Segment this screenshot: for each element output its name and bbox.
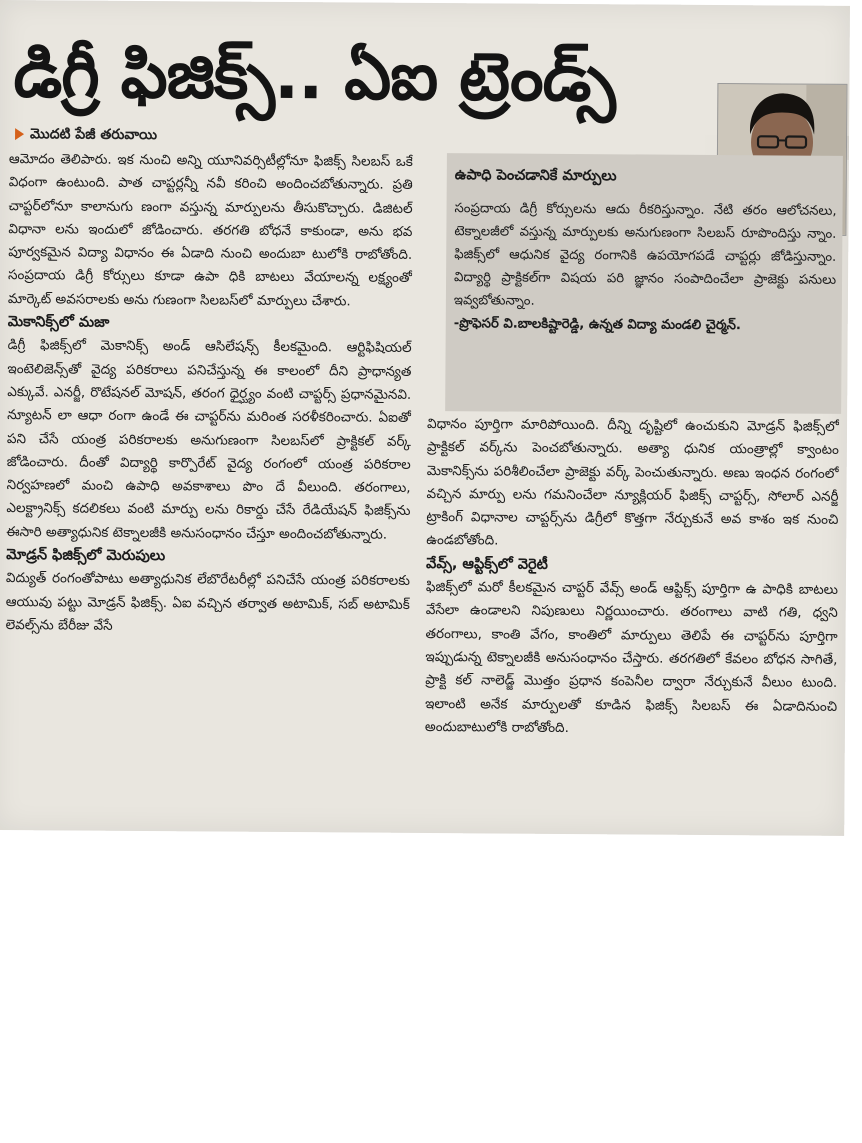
headline: డిగ్రీ ఫిజిక్స్.. ఏఐ ట్రెండ్స్ — [13, 35, 616, 117]
paragraph: డిగ్రీ ఫిజిక్స్‌లో మెకానిక్స్ అండ్ ఆసిలేషన్స్ కీలకమైంది. ఆర్టిఫిషియల్ ఇంటెలిజెన్స్‌తో వైద్య పరికరాలు పనిచేస్తున్న ఈ కాలంలో దీని ప్రాధాన్యత ఎక్కువే. ఎనర్జీ, రొటేషనల్ మోషన్, తరంగ ధైర్ఘ్యం వంటి చాప్టర్స్ ప్రధానమైనవి. న్యూటన్ లా ఆధా రంగా ఉండే ఈ చాప్టర్‌ను మరింత సరళీకరించారు. ఏఐతో పని చేసే యంత్ర పరికరాలకు అనుగుణంగా సిలబస్‌లో ప్రాక్టికల్ వర్క్ జోడించారు. దీంతో విద్యార్థి కార్పొరేట్ వైద్య రంగంలో యంత్ర పరికరాల నిర్వహణలో మంచి ఉపాధి అవకాశాలు పొం దే వీలుంది. తరంగాలు, ఎలక్ట్రానిక్స్ కదలికలు వంటి మార్పు లను రికార్డు చేసే రేడియేషన్ ఫిజిక్స్‌ను ఈసారి అత్యాధునిక టెక్నాలజీకి అనుసంధానం చేస్తూ అందించబోతున్నారు. — [6, 337, 412, 543]
paragraph: ఆమోదం తెలిపారు. ఇక నుంచి అన్ని యూనివర్సిటీల్లోనూ ఫిజిక్స్ సిలబస్ ఒకే విధంగా ఉంటుంది. పాత చాప్టర్లన్నీ నవీ కరించి అందించబోతున్నారు. ప్రతి చాప్టర్‌లోనూ కాలానుగు ణంగా వస్తున్న మార్పులను తీసుకొచ్చారు. డిజిటల్ విధానా లను ఇందులో జోడించారు. తరగతి బోధనే కాకుండా, అను భవ పూర్వకమైన విద్యా విధానం ఈ ఏడాది నుంచి అందుబా టులోకి రాబోతోంది. సంప్రదాయ డిగ్రీ కోర్సులు కూడా ఉపా ధికి బాటలు వేయాలన్న లక్ష్యంతో మార్కెట్ అవసరాలకు అను గుణంగా సిలబస్‌లో మార్పులు చేశారు. — [7, 151, 413, 310]
subheading: మెకానిక్స్‌లో మజా — [7, 314, 110, 331]
quote-box-body — [453, 197, 836, 406]
continuation-kicker — [15, 126, 435, 151]
quote-attribution: -ప్రొఫెసర్ వి.బాలకిష్టారెడ్డి, ఉన్నత విద్యా మండలి చైర్మన్. — [453, 316, 741, 334]
paragraph: ఫిజిక్స్‌లో మరో కీలకమైన చాప్టర్ వేవ్స్ అండ్ ఆప్టిక్స్ పూర్తిగా ఉ పాధికి బాటలు వేసేలా ఉండాలని నిపుణులు నిర్ణయించారు. తరంగాలు వాటి గతి, ధ్వని తరంగాలు, కాంతి వేగం, కాంతిలో మార్పులు తెలిపే ఈ చాప్టర్‌ను పూర్తిగా ఇప్పుడున్న టెక్నాలజీకి అనుసంధానం చేస్తారు. తరగతిలో కేవలం బోధన సాగితే, ప్రాక్టి కల్ నాలెడ్జ్ మొత్తం ప్రధాన కంపెనీల ద్వారా నేర్చుకునే వీలుం టుంది. ఇలాంటి అనేక మార్పులతో కూడిన ఫిజిక్స్ సిలబస్ ఈ ఏడాదినుంచి అందుబాటులోకి రాబోతోంది. — [424, 579, 838, 736]
play-arrow-icon — [15, 128, 24, 140]
subheading: వేవ్స్, ఆప్టిక్స్‌లో వెరైటీ — [426, 555, 548, 573]
quote-box-title: ఉపాధి పెంచడానికే మార్పులు — [454, 167, 617, 185]
article-column-right — [424, 413, 839, 826]
quote-text: సంప్రదాయ డిగ్రీ కోర్సులను ఆదు రీకరిస్తున్నాం. నేటి తరం ఆలోచనలు, టెక్నాలజీలో వస్తున్న మార్పులకు అనుగుణంగా సిలబస్ రూపొందిస్తు న్నాం. ఫిజిక్స్‌లో ఆధునిక వైద్య రంగానికి ఉపయోగపడే చాప్టర్లు జోడిస్తున్నాం. విద్యార్థి ప్రాక్టికల్‌గా విషయ పరి జ్ఞానం సంపాదించేలా ప్రాజెక్టు పనులు ఇవ్వబోతున్నాం. — [453, 201, 837, 309]
article-column-left — [4, 148, 413, 823]
paragraph: విద్యుత్ రంగంతోపాటు అత్యాధునిక లేబొరేటరీల్లో పనిచేసే యంత్ర పరికరాలకు ఆయువు పట్టు మోడ్రన్ ఫిజిక్స్. ఏఐ వచ్చిన తర్వాత అటామిక్, సబ్ అటామిక్ లెవల్స్‌ను బేరీజు వేసే — [5, 570, 411, 634]
subheading: మోడ్రన్ ఫిజిక్స్‌లో మెరుపులు — [6, 547, 166, 565]
kicker-text: మొదటి పేజీ తరువాయి — [30, 126, 158, 144]
paragraph: విధానం పూర్తిగా మారిపోయింది. దీన్ని దృష్టిలో ఉంచుకుని మోడ్రన్ ఫిజిక్స్‌లో ప్రాక్టికల్ వర్క్‌ను పెంచబోతున్నారు. అత్యా ధునిక యంత్రాల్లో క్వాంటం మెకానిక్స్‌ను పరిశీలించేలా ప్రాజెక్టు వర్క్ పెంచుతున్నారు. అణు ఇంధన రంగంలో వచ్చిన మార్పు లను గమనించేలా న్యూక్లియర్ ఫిజిక్స్ చాప్టర్స్, సోలార్ ఎనర్జీ ట్రాకింగ్ విధానాల చాప్టర్స్‌ను డిగ్రీలో కొత్తగా నేర్చుకునే అవ కాశం ఇక నుంచి ఉండబోతోంది. — [426, 415, 840, 549]
quote-box — [445, 153, 843, 414]
